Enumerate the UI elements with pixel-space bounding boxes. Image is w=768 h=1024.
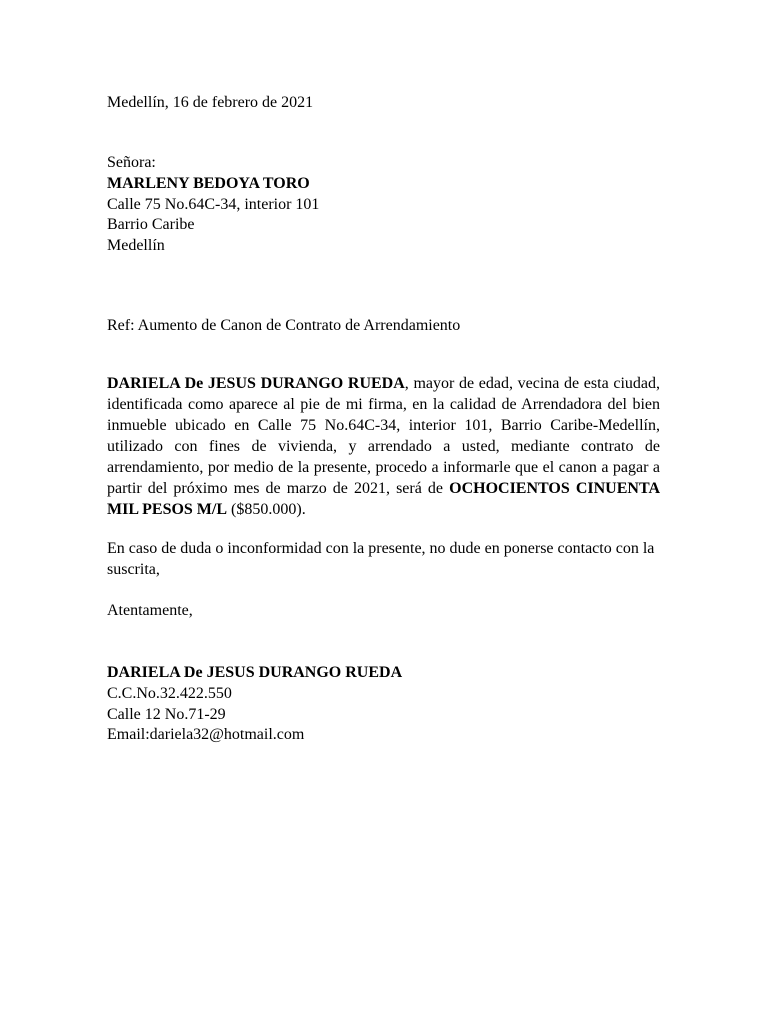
recipient-name: MARLENY BEDOYA TORO [107,175,310,192]
recipient-salutation: Señora: [107,154,156,171]
recipient-address-line2: Barrio Caribe [107,216,195,233]
closing-line: Atentamente, [107,602,193,619]
signature-name: DARIELA De JESUS DURANGO RUEDA [107,664,403,681]
body-paragraph [107,373,660,520]
body-amount-words: OCHOCIENTOS CINUENTA MIL PESOS M/L [107,480,660,518]
body-sender-name: DARIELA De JESUS DURANGO RUEDA [107,375,405,392]
body-amount-number: ($850.000). [227,501,306,518]
body-text: , mayor de edad, vecina de esta ciudad, identificada como aparece al pie de mi firma, en la calidad de Arrendadora del bien inmueble ubicado en Calle 75 No.64C-34, interior 101, Barrio Caribe-Medellín, utilizado con fines de vivienda, y arrendado a usted, mediante contrato de arrendamiento, por medio de la presente, procedo a informarle que el canon a pagar a partir del próximo mes de marzo de 2021, será de [107,375,660,497]
recipient-address-line1: Calle 75 No.64C-34, interior 101 [107,196,320,213]
signature-id-number: C.C.No.32.422.550 [107,685,232,702]
date-line: Medellín, 16 de febrero de 2021 [107,94,314,111]
reference-line: Ref: Aumento de Canon de Contrato de Arrendamiento [107,317,461,334]
recipient-city: Medellín [107,237,165,254]
contact-paragraph: En caso de duda o inconformidad con la presente, no dude en ponerse contacto con la suscrita, [107,540,655,578]
signature-address: Calle 12 No.71-29 [107,706,226,723]
signature-email: Email:dariela32@hotmail.com [107,726,305,743]
